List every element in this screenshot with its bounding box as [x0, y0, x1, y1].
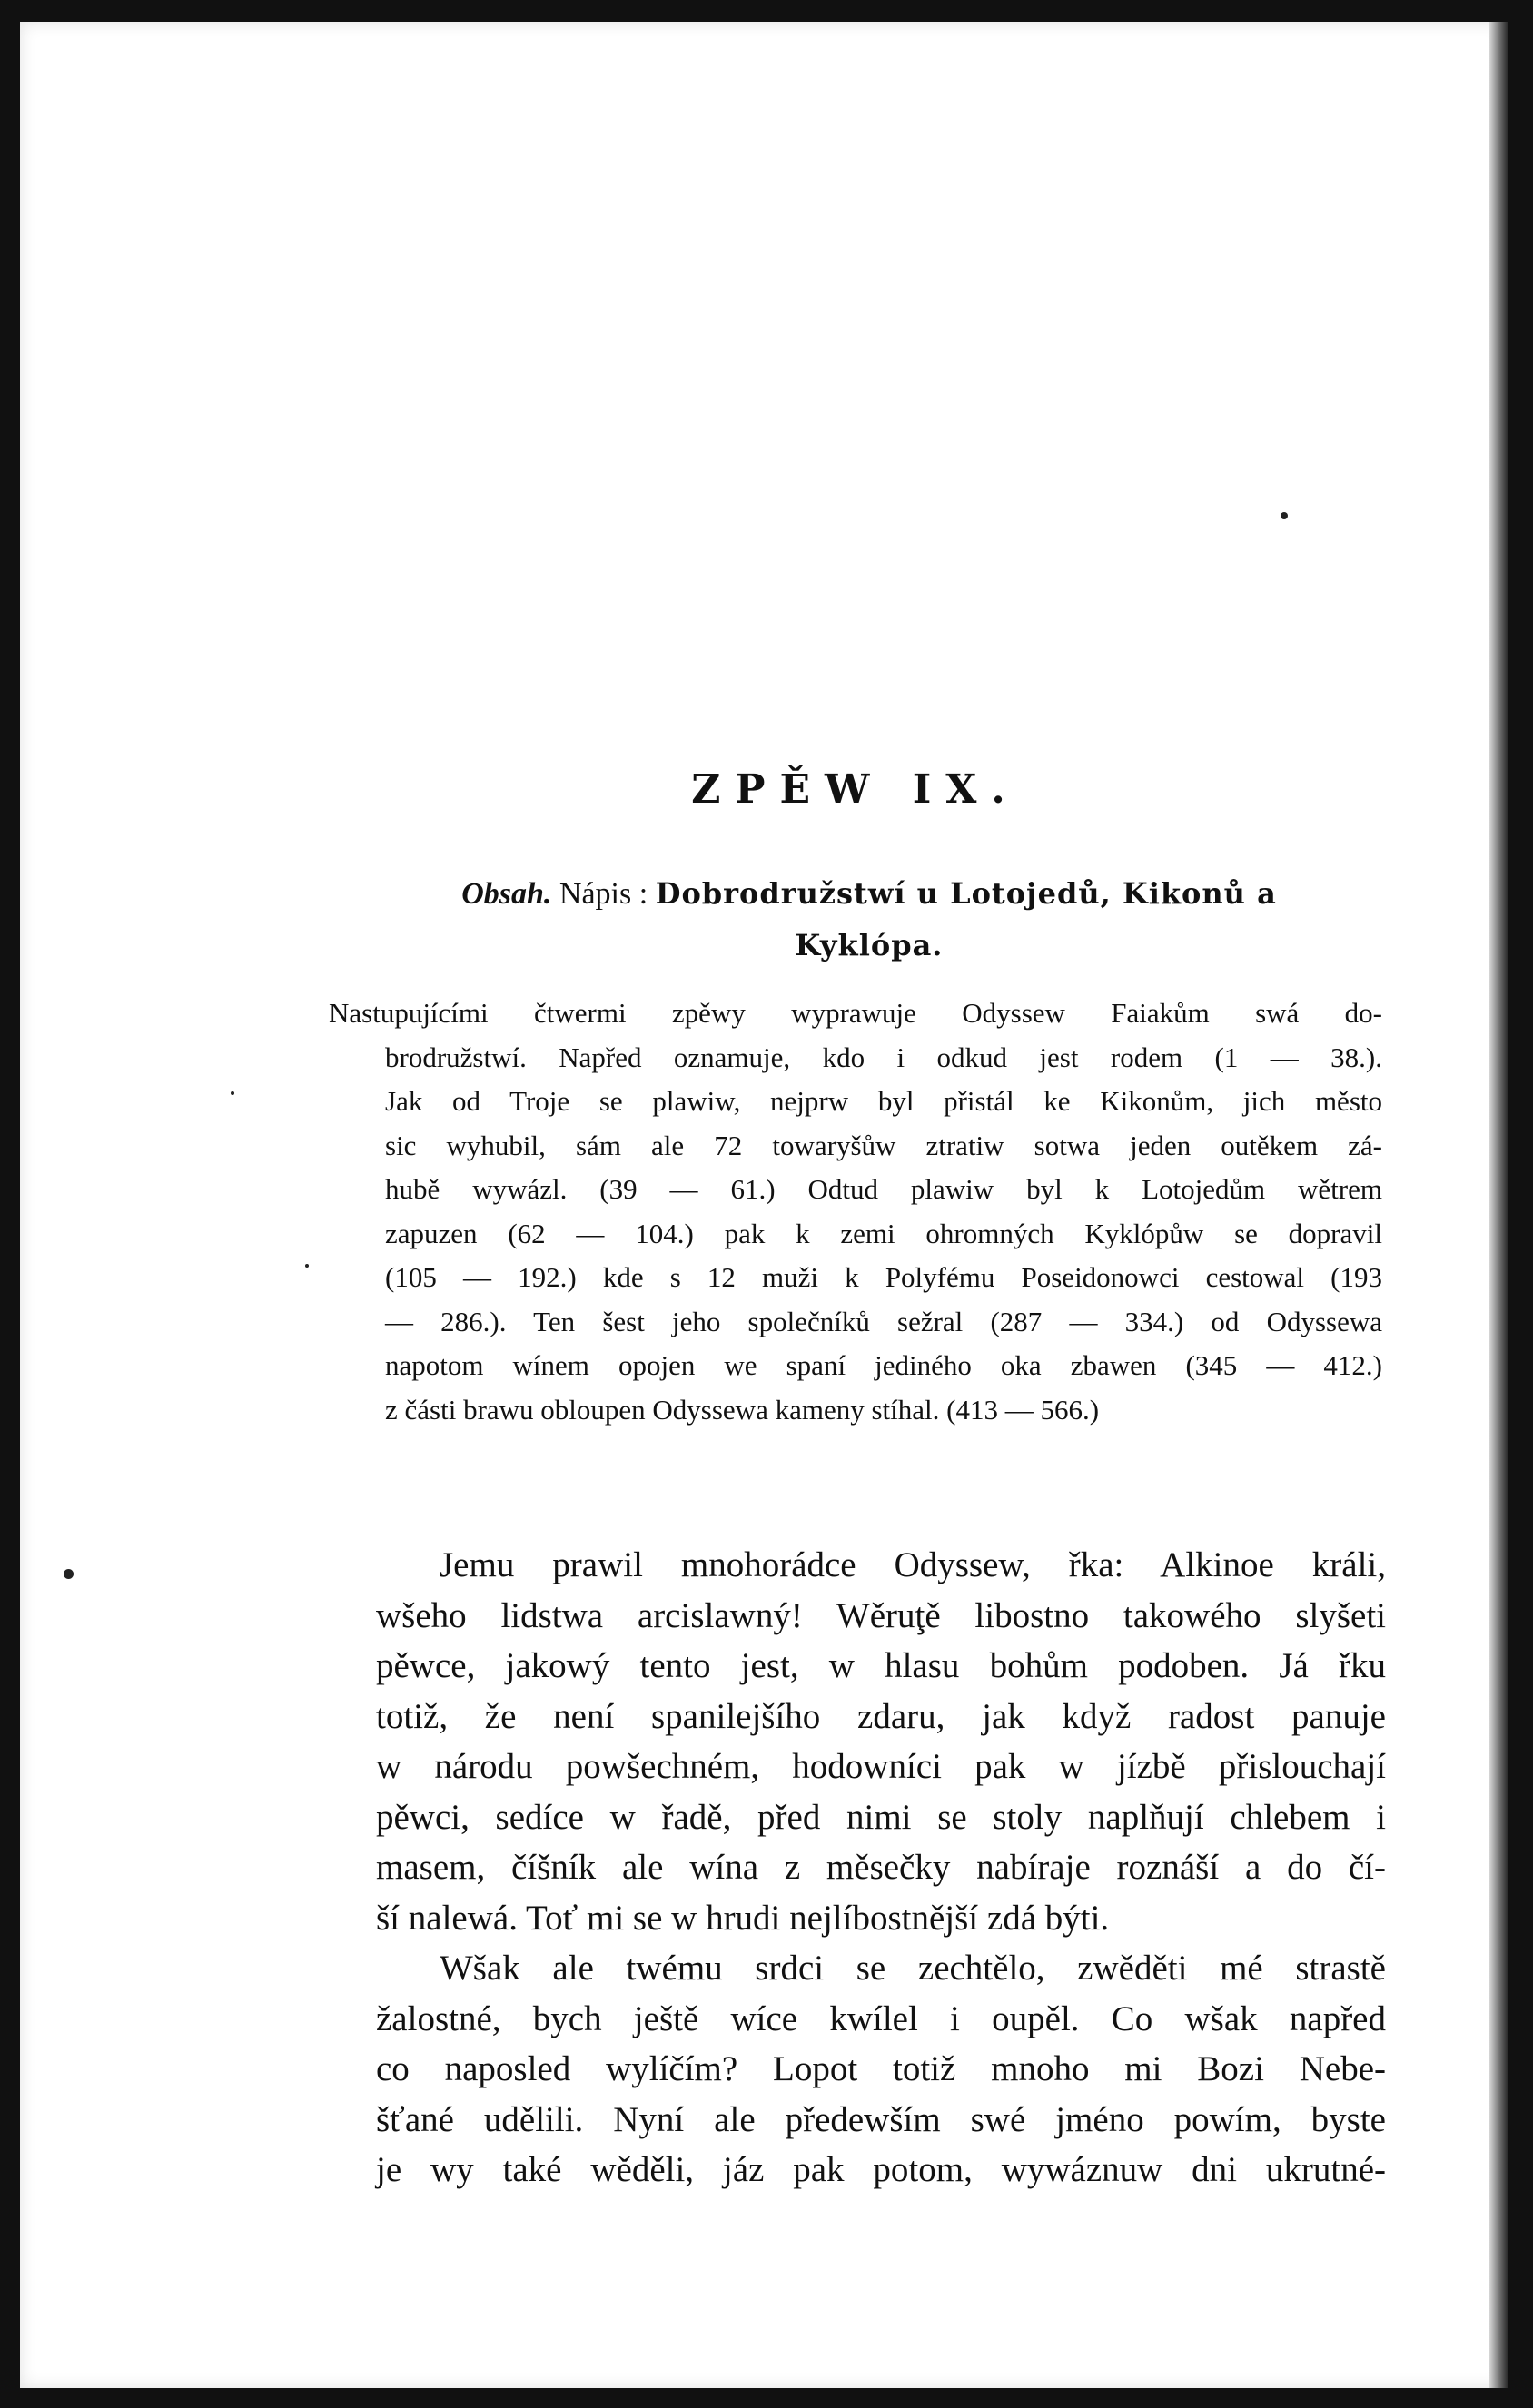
text-line: w národu powšechném, hodowníci pak w jízbě přislouchají [376, 1747, 1386, 1786]
chapter-title: ZPĚW IX. [691, 766, 1020, 813]
summary-line: sic wyhubil, sám ale 72 towaryšůw ztratiw sotwa jeden outěkem zá- [385, 1129, 1382, 1161]
text-line: je wy také wěděli, jáz pak potom, wywáznuw dni ukrutné- [376, 2150, 1386, 2189]
summary-line: brodružstwí. Napřed oznamuje, kdo i odkud jest rodem (1 — 38.). [385, 1041, 1382, 1073]
summary-paragraph [329, 992, 1382, 1432]
text-line: šťané udělili. Nyní ale předewším swé jméno powím, byste [376, 2099, 1386, 2139]
scan-speck [64, 1569, 74, 1579]
text-line: pěwce, jakowý tento jest, w hlasu bohům podoben. Já řku [376, 1646, 1386, 1685]
text-line: pěwci, sedíce w řadě, před nimi se stoly naplňují chlebem i [376, 1797, 1386, 1837]
summary-line: z části brawu obloupen Odyssewa kameny stíhal. (413 — 566.) [385, 1393, 1100, 1426]
summary-line: zapuzen (62 — 104.) pak k zemi ohromných Kyklópůw se dopravil [385, 1217, 1382, 1249]
summary-line: Nastupujícími čtwermi zpěwy wyprawuje Odyssew Faiakům swá do- [329, 997, 1382, 1029]
text-line: žalostné, bych ještě wíce kwílel i oupěl. Co wšak napřed [376, 1998, 1386, 2038]
summary-line: Jak od Troje se plawiw, nejprw byl přistál ke Kikonům, jich město [385, 1085, 1382, 1117]
text-line: Jemu prawil mnohorádce Odyssew, řka: Alkinoe králi, [440, 1545, 1386, 1584]
text-line: co naposled wylíčím? Lopot totiž mnoho mi Bozi Nebe- [376, 2049, 1386, 2088]
scan-speck [305, 1264, 309, 1268]
text-line: wšeho lidstwa arcislawný! Wěruţě libostno takowého slyšeti [376, 1595, 1386, 1635]
summary-nadpis: Nápis : [559, 877, 648, 911]
summary-line: napotom wínem opojen we spaní jediného oka zbawen (345 — 412.) [385, 1349, 1382, 1381]
text-line: masem, číšník ale wína z měsečky nabíraje roznáší a do čí- [376, 1848, 1386, 1887]
book-page [20, 22, 1506, 2388]
scan-speck [1281, 512, 1288, 519]
main-text [376, 1540, 1386, 2196]
summary-label: Obsah. [461, 877, 552, 911]
summary-heading-line2: Kyklópa. [795, 928, 944, 962]
scan-speck [231, 1091, 234, 1095]
summary-line: hubě wywázl. (39 — 61.) Odtud plawiw byl k Lotojedům wětrem [385, 1173, 1382, 1205]
text-line: totiž, že není spanilejšího zdaru, jak když radost panuje [376, 1696, 1386, 1736]
text-line: ší nalewá. Toť mi se w hrudi nejlíbostnější zdá býti. [376, 1898, 1110, 1938]
summary-line: (105 — 192.) kde s 12 muži k Polyfému Poseidonowci cestowal (193 [385, 1261, 1382, 1293]
summary-heading-line1: Dobrodružstwí u Lotojedů, Kikonů a [655, 876, 1277, 911]
summary-heading [356, 868, 1382, 972]
page-edge-shadow [1489, 22, 1508, 2388]
summary-line: — 286.). Ten šest jeho společníků sežral (287 — 334.) od Odyssewa [385, 1305, 1382, 1337]
text-line: Wšak ale twému srdci se zechtělo, zwěděti mé strastě [440, 1949, 1386, 1988]
